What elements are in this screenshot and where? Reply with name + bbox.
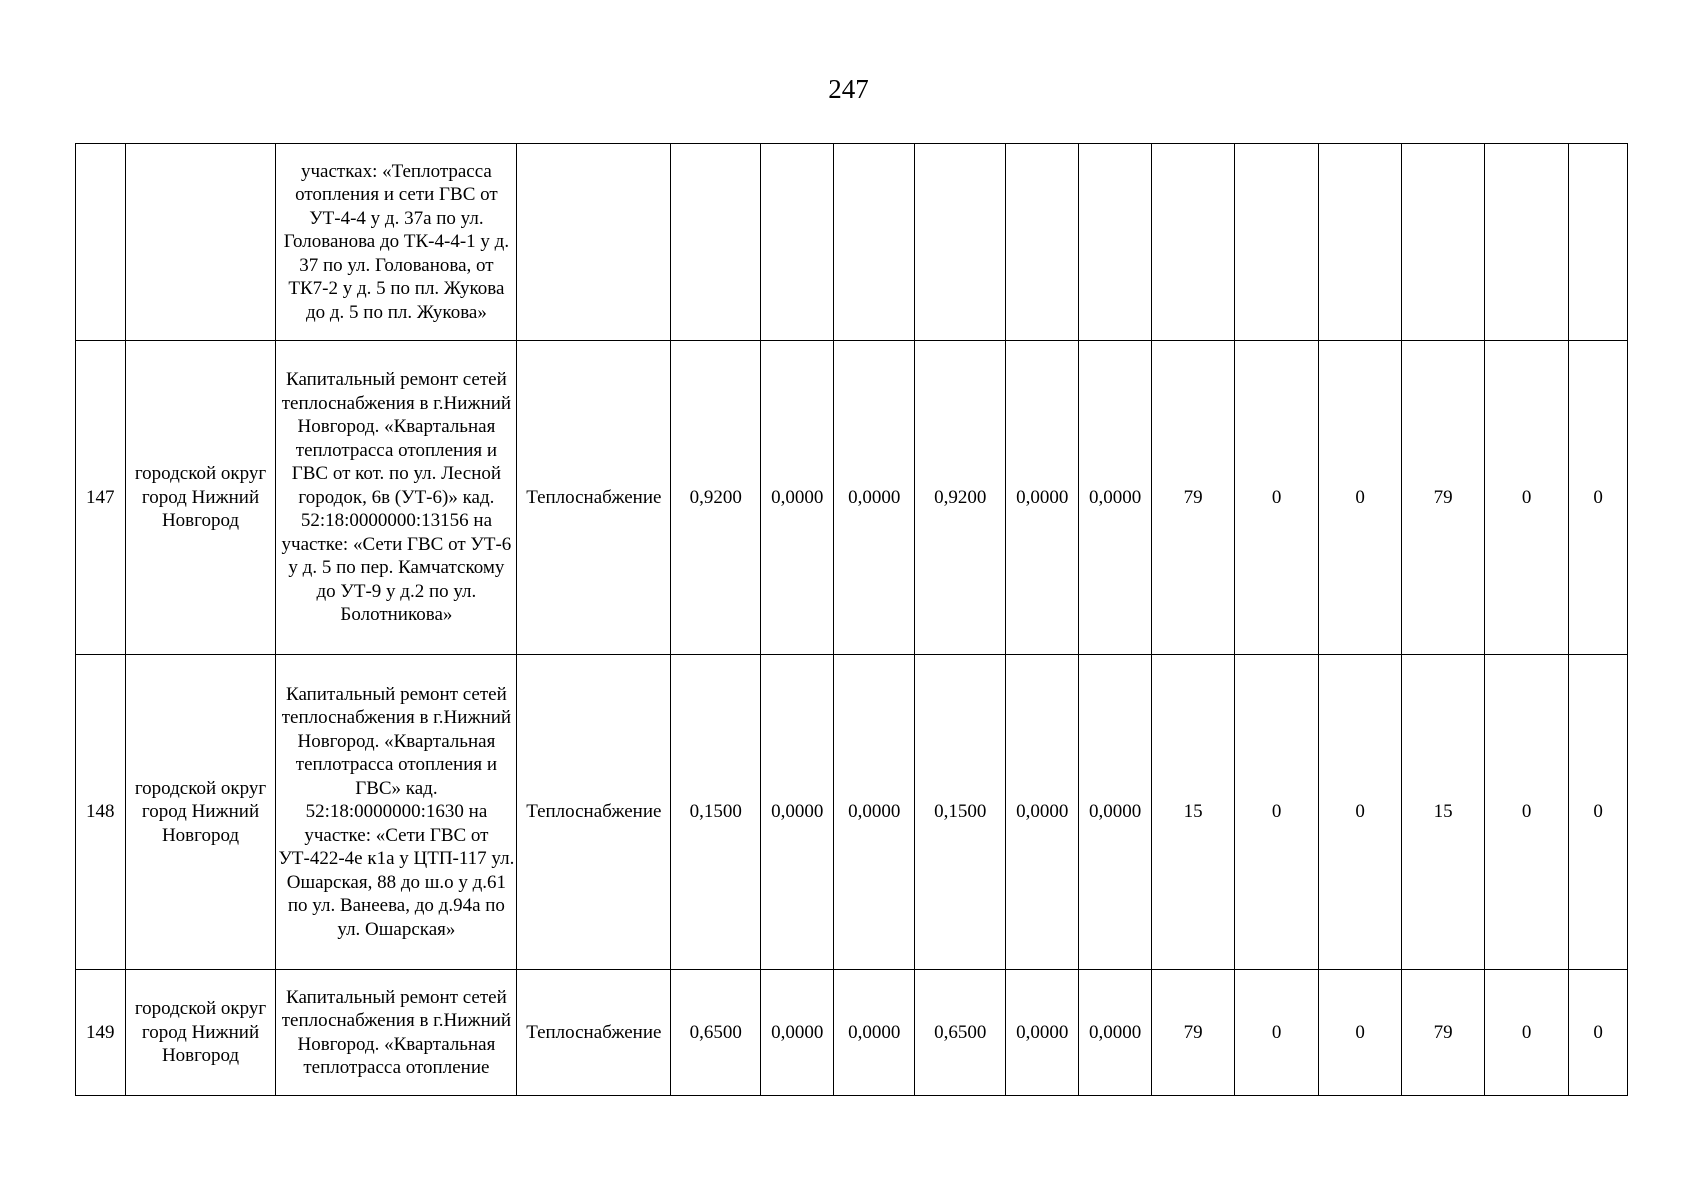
table-row (76, 341, 1628, 655)
value-cell: 0,0000 (1079, 341, 1152, 655)
value-cell: 0,0000 (834, 655, 915, 970)
value-cell: 0,0000 (761, 655, 834, 970)
value-cell: 0,0000 (761, 970, 834, 1096)
row-number-cell: 147 (76, 341, 126, 655)
value-cell: 0,6500 (671, 970, 761, 1096)
value-cell (1319, 144, 1402, 341)
municipality-cell: городской округ город Нижний Новгород (125, 970, 276, 1096)
value-cell: 0,0000 (834, 341, 915, 655)
value-cell (1569, 144, 1628, 341)
table-row (76, 970, 1628, 1096)
value-cell: 0,0000 (1079, 970, 1152, 1096)
description-cell: Капитальный ремонт сетей теплоснабжения в г.Нижний Новгород. «Квартальная теплотрасса отопления и ГВС от кот. по ул. Лесной городок, 6в (УТ-6)» кад. 52:18:0000000:13156 на участке: «Сети ГВС от УТ-6 у д. 5 по пер. Камчатскому до УТ-9 у д.2 по ул. Болотникова» (276, 341, 517, 655)
table-row-continuation (76, 144, 1628, 341)
registry-table (75, 143, 1628, 1096)
category-cell (517, 144, 671, 341)
municipality-cell: городской округ город Нижний Новгород (125, 655, 276, 970)
value-cell: 0 (1319, 970, 1402, 1096)
value-cell: 0,0000 (1079, 655, 1152, 970)
value-cell (1152, 144, 1235, 341)
value-cell: 0 (1569, 341, 1628, 655)
value-cell: 0,9200 (671, 341, 761, 655)
value-cell (671, 144, 761, 341)
category-cell: Теплоснабжение (517, 341, 671, 655)
value-cell: 0 (1235, 970, 1319, 1096)
value-cell (761, 144, 834, 341)
value-cell: 79 (1152, 970, 1235, 1096)
municipality-cell (125, 144, 276, 341)
value-cell (915, 144, 1006, 341)
value-cell: 15 (1152, 655, 1235, 970)
row-number-cell (76, 144, 126, 341)
value-cell: 0,0000 (1006, 970, 1079, 1096)
value-cell (1079, 144, 1152, 341)
value-cell: 0,1500 (915, 655, 1006, 970)
value-cell: 0 (1235, 341, 1319, 655)
row-number-cell: 148 (76, 655, 126, 970)
value-cell: 0,0000 (1006, 655, 1079, 970)
value-cell (1402, 144, 1485, 341)
municipality-cell: городской округ город Нижний Новгород (125, 341, 276, 655)
value-cell: 79 (1152, 341, 1235, 655)
value-cell: 0,9200 (915, 341, 1006, 655)
value-cell (834, 144, 915, 341)
description-cell: Капитальный ремонт сетей теплоснабжения в г.Нижний Новгород. «Квартальная теплотрасса отопление (276, 970, 517, 1096)
table-row (76, 655, 1628, 970)
description-cell: Капитальный ремонт сетей теплоснабжения в г.Нижний Новгород. «Квартальная теплотрасса отопления и ГВС» кад. 52:18:0000000:1630 на участке: «Сети ГВС от УТ-422-4е к1а у ЦТП-117 ул. Ошарская, 88 до ш.о у д.61 по ул. Ванеева, до д.94а по ул. Ошарская» (276, 655, 517, 970)
category-cell: Теплоснабжение (517, 970, 671, 1096)
value-cell (1485, 144, 1569, 341)
value-cell: 0 (1569, 970, 1628, 1096)
value-cell: 0 (1485, 341, 1569, 655)
description-cell: участках: «Теплотрасса отопления и сети ГВС от УТ-4-4 у д. 37а по ул. Голованова до ТК-4-4-1 у д. 37 по ул. Голованова, от ТК7-2 у д. 5 по пл. Жукова до д. 5 по пл. Жукова» (276, 144, 517, 341)
value-cell: 0 (1319, 655, 1402, 970)
value-cell: 15 (1402, 655, 1485, 970)
value-cell: 0,0000 (1006, 341, 1079, 655)
value-cell: 79 (1402, 970, 1485, 1096)
value-cell: 0 (1319, 341, 1402, 655)
value-cell (1006, 144, 1079, 341)
value-cell: 0,0000 (761, 341, 834, 655)
page-number: 247 (828, 74, 869, 104)
value-cell: 0,6500 (915, 970, 1006, 1096)
value-cell: 0 (1485, 970, 1569, 1096)
value-cell: 0 (1235, 655, 1319, 970)
category-cell: Теплоснабжение (517, 655, 671, 970)
value-cell: 0,0000 (834, 970, 915, 1096)
value-cell (1235, 144, 1319, 341)
value-cell: 0,1500 (671, 655, 761, 970)
value-cell: 79 (1402, 341, 1485, 655)
value-cell: 0 (1569, 655, 1628, 970)
value-cell: 0 (1485, 655, 1569, 970)
row-number-cell: 149 (76, 970, 126, 1096)
